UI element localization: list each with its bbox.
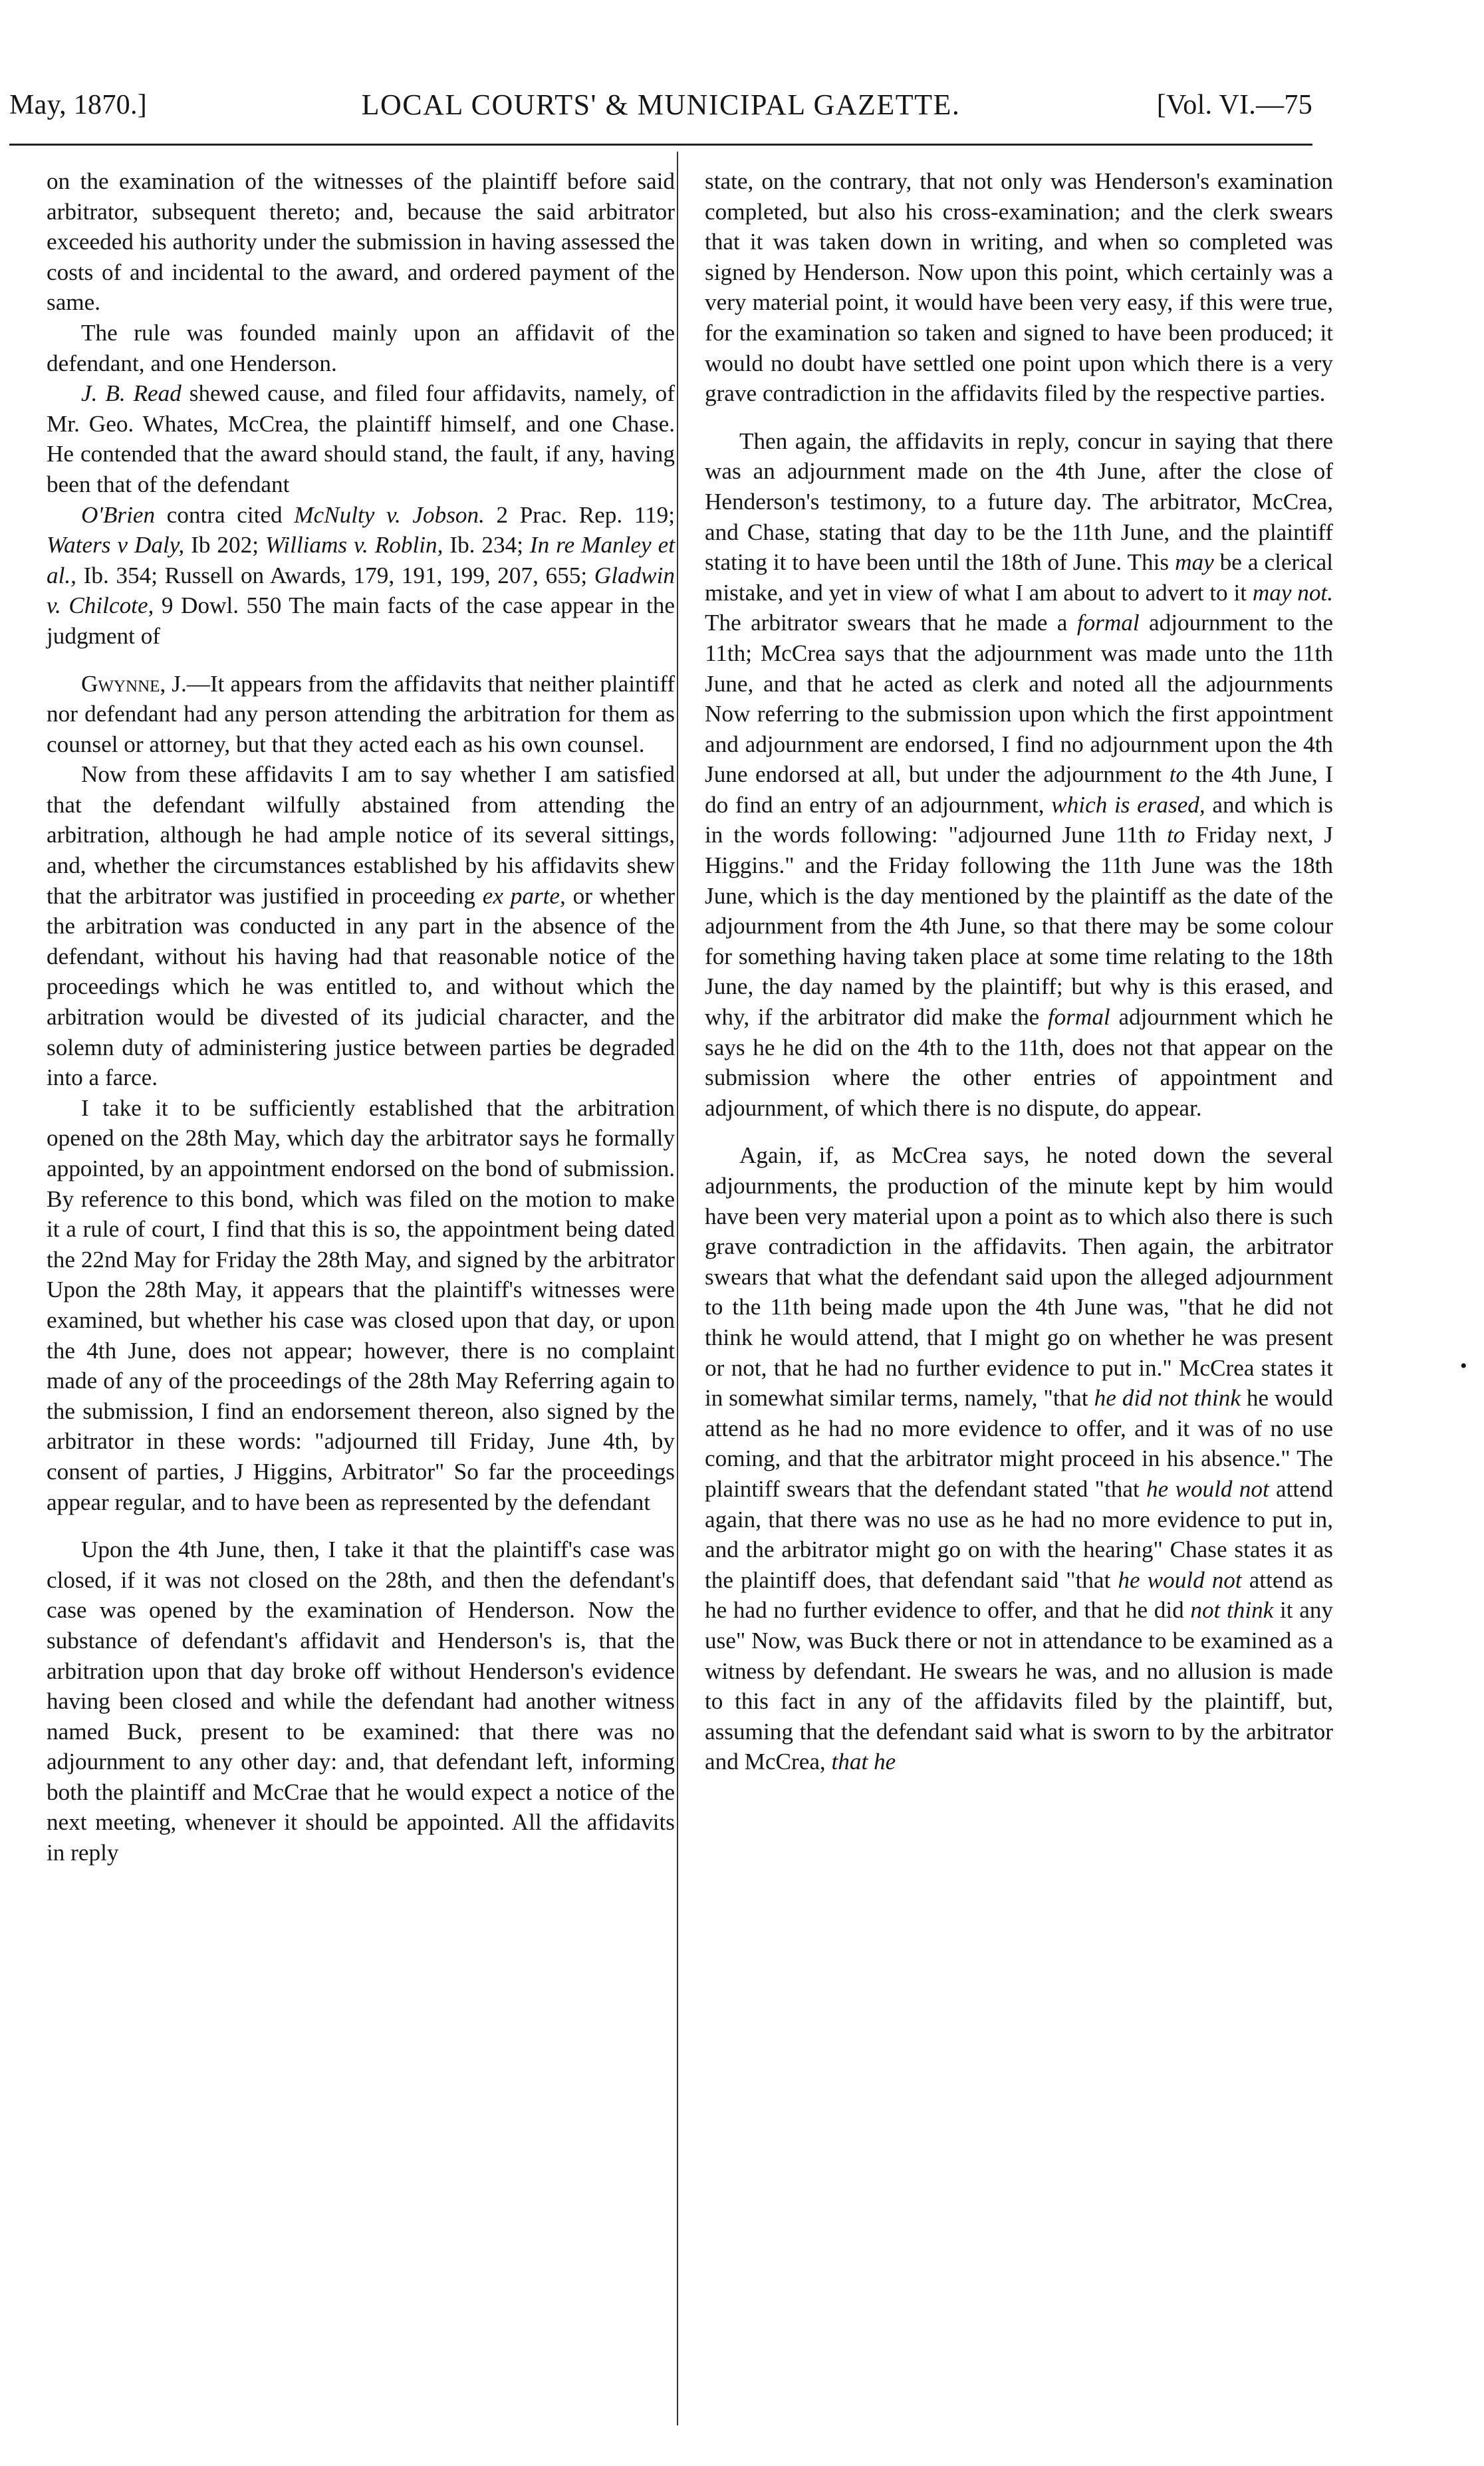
paragraph: The rule was founded mainly upon an affidavit of the defendant, and one Henderson. [47, 319, 675, 376]
column-divider [677, 152, 678, 2425]
case-citation: Williams v. Roblin, [265, 532, 443, 558]
header-volume: [Vol. VI.—75 [1156, 90, 1312, 120]
counsel-name: O'Brien [81, 501, 156, 528]
paragraph: J. B. Read shewed cause, and filed four affidavits, namely, of Mr. Geo. Whates, McCrea, the plaintiff himself, and one Chase. He contended that the award should stand, the fault, if any, having been that of the defendant [47, 380, 675, 497]
running-header [9, 85, 1312, 125]
paragraph: Upon the 4th June, then, I take it that the plaintiff's case was closed, if it was not closed on the 28th, and then the defendant's case was opened by the examination of Henderson. Now the substance of defendant's affidavit and Henderson's is, that the arbitration upon that day broke off without Henderson's evidence having been closed and while the defendant had another witness named Buck, present to be examined: that there was no adjournment to any other day: and, that defendant left, informing both the plaintiff and McCrae that he would expect a notice of the next meeting, whenever it should be appointed. All the affidavits in reply [47, 1537, 675, 1866]
case-citation: Gladwin v. Chilcote, [47, 562, 675, 619]
case-citation: McNulty v. Jobson. [294, 501, 485, 528]
judge-name: Gwynne, J. [81, 670, 187, 697]
judgment-opening: Gwynne, J.—It appears from the affidavits that neither plaintiff nor defendant had any person attending the arbitration for them as counsel or attorney, but that they acted each as his own counsel. [47, 670, 676, 757]
paragraph-citations: O'Brien contra cited McNulty v. Jobson. 2 Prac. Rep. 119; Waters v Daly, Ib 202; Williams v. Roblin, Ib. 234; In re Manley et al., Ib. 354; Russell on Awards, 179, 191, 199, 207, 655; Gladwin v. Chilcote, 9 Dowl. 550 The main facts of the case appear in the judgment of [47, 501, 675, 649]
paragraph: state, on the contrary, that not only was Henderson's examination completed, but also his cross-examination; and the clerk swears that it was taken down in writing, and when so completed was signed by Henderson. Now upon this point, which certainly was a very material point, it would have been very easy, if this were true, for the examination so taken and signed to have been produced; it would no doubt have settled one point upon which there is a very grave contradiction in the affidavits filed by the respective parties. [705, 168, 1333, 407]
paragraph: I take it to be sufficiently established that the arbitration opened on the 28th May, which day the arbitrator says he formally appointed, by an appointment endorsed on the bond of submission. By reference to this bond, which was filed on the motion to make it a rule of court, I find that this is so, the appointment being dated the 22nd May for Friday the 28th May, and signed by the arbitrator Upon the 28th May, it appears that the plaintiff's witnesses were examined, but whether his case was closed upon that day, or upon the 4th June, does not appear; however, there is no complaint made of any of the proceedings of the 28th May Referring again to the submission, I find an endorsement thereon, also signed by the arbitrator in these words: "adjourned till Friday, June 4th, by consent of parties, J Higgins, Arbitrator" So far the proceedings appear regular, and to have been as represented by the defendant [47, 1094, 675, 1515]
paragraph: Then again, the affidavits in reply, concur in saying that there was an adjournment made on the 4th June, after the close of Henderson's testimony, to a future day. The arbitrator, McCrea, and Chase, stating that day to be the 11th June, and the plaintiff stating it to have been until the 18th of June. This may be a clerical mistake, and yet in view of what I am about to advert to it may not. The arbitrator swears that he made a formal adjournment to the 11th; McCrea says that the adjournment was made unto the 11th June, and that he acted as clerk and noted all the adjournments Now referring to the submission upon which the first appointment and adjournment are endorsed, I find no adjournment upon the 4th June endorsed at all, but under the adjournment to the 4th June, I do find an entry of an adjournment, which is erased, and which is in the words following: "adjourned June 11th to Friday next, J Higgins." and the Friday following the 11th June was the 18th June, which is the day mentioned by the plaintiff as the date of the adjournment from the 4th June, so that there may be some colour for something having taken place at some time relating to the 18th June, the day named by the plaintiff; but why is this erased, and why, if the arbitrator did make the formal adjournment which he says he he did on the 4th to the 11th, does not that appear on the submission where the other entries of appointment and adjournment, of which there is no dispute, do appear. [705, 428, 1334, 1121]
paragraph: Again, if, as McCrea says, he noted down the several adjournments, the production of the minute kept by him would have been very material upon a point as to which also there is such grave contradiction in the affidavits. Then again, the arbitrator swears that what the defendant said upon the alleged adjournment to the 11th being made upon the 4th June was, "that he did not think he would attend, that I might go on whether he was present or not, that he had no further evidence to put in." McCrea states it in somewhat similar terms, namely, "that he did not think he would attend as he had no more evidence to offer, and it was of no use coming, and that the arbitrator might proceed in his absence." The plaintiff swears that the defendant stated "that he would not attend again, that there was no use as he had no more evidence to put in, and the arbitrator might go on with the hearing" Chase states it as the plaintiff does, that defendant said "that he would not attend as he had no further evidence to offer, and that he did not think it any use" Now, was Buck there or not in attendance to be examined as a witness by defendant. He swears he was, and no allusion is made to this fact in any of the affidavits filed by the plaintiff, but, assuming that the defendant said what is sworn to by the arbitrator and McCrea, that he [705, 1142, 1334, 1775]
header-rule [9, 144, 1312, 146]
left-column [47, 166, 675, 1868]
paragraph: on the examination of the witnesses of the plaintiff before said arbitrator, subsequent thereto; and, because the said arbitrator exceeded his authority under the submission in having assessed the costs of and incidental to the award, and ordered payment of the same. [47, 168, 675, 316]
case-citation: Waters v Daly, [47, 532, 185, 558]
case-citation: In re Manley et al., [47, 532, 675, 588]
header-date: May, 1870.] [9, 90, 148, 120]
header-title: LOCAL COURTS' & MUNICIPAL GAZETTE. [361, 88, 961, 121]
paragraph: Now from these affidavits I am to say whether I am satisfied that the defendant wilfully abstained from attending the arbitration, although he had ample notice of its several sittings, and, whether the circumstances established by his affidavits shew that the arbitrator was justified in proceeding ex parte, or whether the arbitration was conducted in any part in the absence of the defendant, without his having had that reasonable notice of the proceedings which he was entitled to, and without which the arbitration would be divested of its judicial character, and the solemn duty of administering justice between parties be degraded into a farce. [47, 761, 675, 1091]
right-column [705, 166, 1333, 1777]
counsel-name: J. B. Read [81, 380, 182, 407]
margin-mark: • [1460, 1355, 1467, 1377]
